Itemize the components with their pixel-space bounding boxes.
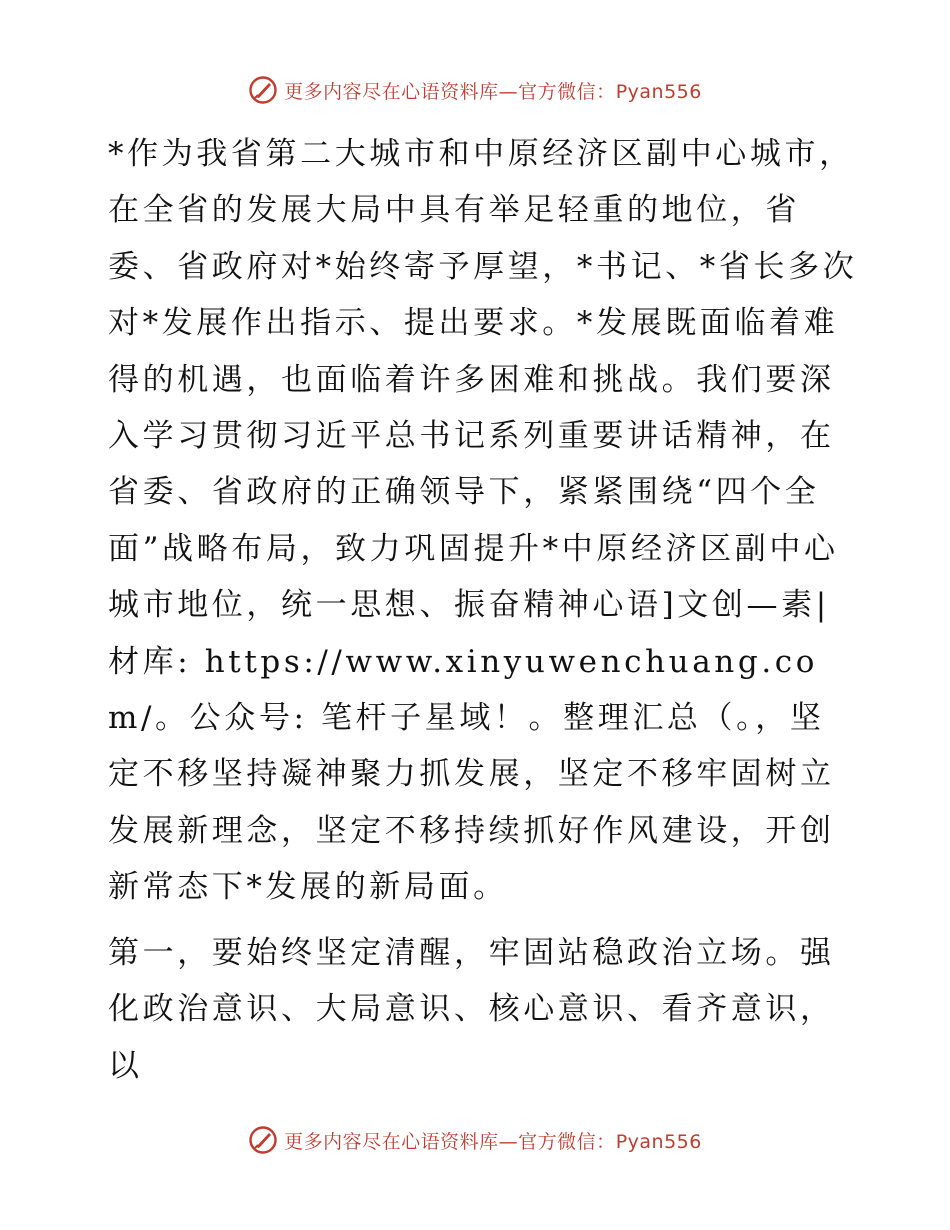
footer-watermark xyxy=(0,1122,950,1158)
document-body xyxy=(98,126,858,1094)
quill-circle-icon xyxy=(248,1125,278,1155)
watermark-text: 更多内容尽在心语资料库—官方微信：Pyan556 xyxy=(284,1130,702,1153)
paragraph: *作为我省第二大城市和中原经济区副中心城市，在全省的发展大局中具有举足轻重的地位，省委、省政府对*始终寄予厚望，*书记、*省长多次对*发展作出指示、提出要求。*发展既面临着难得的机遇，也面临着许多困难和挑战。我们要深入学习贯彻习近平总书记系列重要讲话精神，在省委、省政府的正确领导下，紧紧围绕“四个全面”战略布局，致力巩固提升*中原经济区副中心城市地位，统一思想、振奋精神心语]文创—素|材库: https://www.xinyuwenchuang.com/。公众号: 笔杆子星域！。整理汇总（。，坚定不移坚持凝神聚力抓发展，坚定不移牢固树立发展新理念，坚定不移持续抓好作风建设，开创新常态下*发展的新局面。 xyxy=(108,136,858,906)
watermark-text: 更多内容尽在心语资料库—官方微信：Pyan556 xyxy=(284,80,702,103)
paragraph: 第一，要始终坚定清醒，牢固站稳政治立场。强化政治意识、大局意识、核心意识、看齐意识，以 xyxy=(108,934,835,1084)
header-watermark xyxy=(0,72,950,108)
quill-circle-icon xyxy=(248,75,278,105)
